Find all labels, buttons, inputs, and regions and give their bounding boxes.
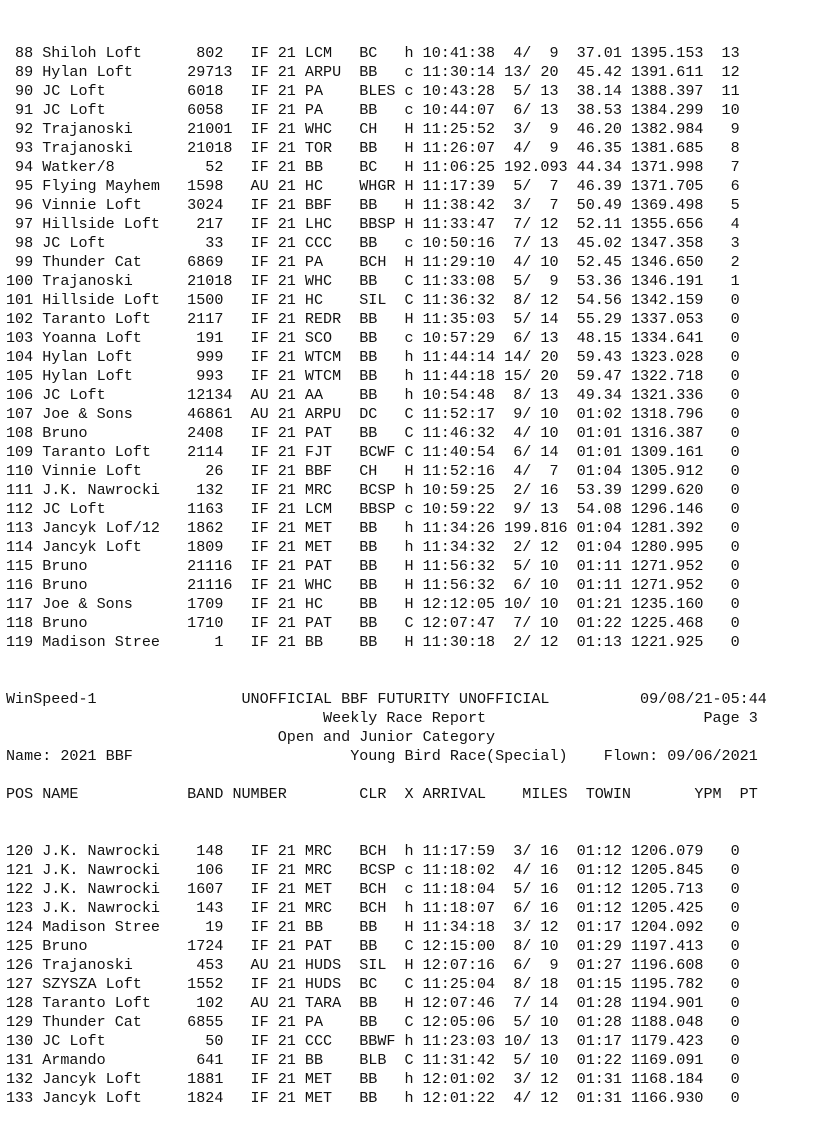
result-row: 121 J.K. Nawrocki 106 IF 21 MRC BCSP c 11:18:02 4/ 16 01:12 1205.845 0 <box>6 861 740 879</box>
result-row: 111 J.K. Nawrocki 132 IF 21 MRC BCSP h 10:59:25 2/ 16 53.39 1299.620 0 <box>6 481 740 499</box>
blank-line <box>6 766 813 785</box>
result-row: 99 Thunder Cat 6869 IF 21 PA BCH H 11:29:10 4/ 10 52.45 1346.650 2 <box>6 253 740 271</box>
result-row: 119 Madison Stree 1 IF 21 BB BB H 11:30:18 2/ 12 01:13 1221.925 0 <box>6 633 740 651</box>
result-row: 101 Hillside Loft 1500 IF 21 HC SIL C 11:36:32 8/ 12 54.56 1342.159 0 <box>6 291 740 309</box>
result-row: 122 J.K. Nawrocki 1607 IF 21 MET BCH c 11:18:04 5/ 16 01:12 1205.713 0 <box>6 880 740 898</box>
results-table-page-3 <box>6 842 813 1108</box>
result-row: 97 Hillside Loft 217 IF 21 LHC BBSP H 11:33:47 7/ 12 52.11 1355.656 4 <box>6 215 740 233</box>
result-row: 118 Bruno 1710 IF 21 PAT BB C 12:07:47 7/ 10 01:22 1225.468 0 <box>6 614 740 632</box>
result-row: 90 JC Loft 6018 IF 21 PA BLES c 10:43:28 5/ 13 38.14 1388.397 11 <box>6 82 740 100</box>
result-row: 108 Bruno 2408 IF 21 PAT BB C 11:46:32 4/ 10 01:01 1316.387 0 <box>6 424 740 442</box>
result-row: 98 JC Loft 33 IF 21 CCC BB c 10:50:16 7/ 13 45.02 1347.358 3 <box>6 234 740 252</box>
result-row: 113 Jancyk Lof/12 1862 IF 21 MET BB h 11:34:26 199.816 01:04 1281.392 0 <box>6 519 740 537</box>
result-row: 114 Jancyk Loft 1809 IF 21 MET BB h 11:34:32 2/ 12 01:04 1280.995 0 <box>6 538 740 556</box>
result-row: 126 Trajanoski 453 AU 21 HUDS SIL H 12:07:16 6/ 9 01:27 1196.608 0 <box>6 956 740 974</box>
result-row: 115 Bruno 21116 IF 21 PAT BB H 11:56:32 5/ 10 01:11 1271.952 0 <box>6 557 740 575</box>
report-subtitle-line: Weekly Race Report Page 3 <box>6 709 758 727</box>
page-3-header <box>6 690 813 804</box>
result-row: 109 Taranto Loft 2114 IF 21 FJT BCWF C 11:40:54 6/ 14 01:01 1309.161 0 <box>6 443 740 461</box>
result-row: 102 Taranto Loft 2117 IF 21 REDR BB H 11:35:03 5/ 14 55.29 1337.053 0 <box>6 310 740 328</box>
result-row: 127 SZYSZA Loft 1552 IF 21 HUDS BC C 11:25:04 8/ 18 01:15 1195.782 0 <box>6 975 740 993</box>
report-title-line: WinSpeed-1 UNOFFICIAL BBF FUTURITY UNOFFICIAL 09/08/21-05:44 <box>6 690 767 708</box>
result-row: 125 Bruno 1724 IF 21 PAT BB C 12:15:00 8/ 10 01:29 1197.413 0 <box>6 937 740 955</box>
result-row: 94 Watker/8 52 IF 21 BB BC H 11:06:25 192.093 44.34 1371.998 7 <box>6 158 740 176</box>
results-table-page-2 <box>6 44 813 652</box>
result-row: 116 Bruno 21116 IF 21 WHC BB H 11:56:32 6/ 10 01:11 1271.952 0 <box>6 576 740 594</box>
result-row: 100 Trajanoski 21018 IF 21 WHC BB C 11:33:08 5/ 9 53.36 1346.191 1 <box>6 272 740 290</box>
category-line: Open and Junior Category <box>6 728 496 746</box>
result-row: 104 Hylan Loft 999 IF 21 WTCM BB h 11:44:14 14/ 20 59.43 1323.028 0 <box>6 348 740 366</box>
result-row: 110 Vinnie Loft 26 IF 21 BBF CH H 11:52:16 4/ 7 01:04 1305.912 0 <box>6 462 740 480</box>
result-row: 93 Trajanoski 21018 IF 21 TOR BB H 11:26:07 4/ 9 46.35 1381.685 8 <box>6 139 740 157</box>
result-row: 129 Thunder Cat 6855 IF 21 PA BB C 12:05:06 5/ 10 01:28 1188.048 0 <box>6 1013 740 1031</box>
result-row: 96 Vinnie Loft 3024 IF 21 BBF BB H 11:38:42 3/ 7 50.49 1369.498 5 <box>6 196 740 214</box>
result-row: 89 Hylan Loft 29713 IF 21 ARPU BB c 11:30:14 13/ 20 45.42 1391.611 12 <box>6 63 740 81</box>
result-row: 128 Taranto Loft 102 AU 21 TARA BB H 12:07:46 7/ 14 01:28 1194.901 0 <box>6 994 740 1012</box>
result-row: 133 Jancyk Loft 1824 IF 21 MET BB h 12:01:22 4/ 12 01:31 1166.930 0 <box>6 1089 740 1107</box>
result-row: 123 J.K. Nawrocki 143 IF 21 MRC BCH h 11:18:07 6/ 16 01:12 1205.425 0 <box>6 899 740 917</box>
result-row: 130 JC Loft 50 IF 21 CCC BBWF h 11:23:03 10/ 13 01:17 1179.423 0 <box>6 1032 740 1050</box>
result-row: 120 J.K. Nawrocki 148 IF 21 MRC BCH h 11:17:59 3/ 16 01:12 1206.079 0 <box>6 842 740 860</box>
result-row: 117 Joe & Sons 1709 IF 21 HC BB H 12:12:05 10/ 10 01:21 1235.160 0 <box>6 595 740 613</box>
column-headers: POS NAME BAND NUMBER CLR X ARRIVAL MILES TOWIN YPM PT <box>6 785 758 803</box>
result-row: 112 JC Loft 1163 IF 21 LCM BBSP c 10:59:22 9/ 13 54.08 1296.146 0 <box>6 500 740 518</box>
result-row: 107 Joe & Sons 46861 AU 21 ARPU DC C 11:52:17 9/ 10 01:02 1318.796 0 <box>6 405 740 423</box>
result-row: 88 Shiloh Loft 802 IF 21 LCM BC h 10:41:38 4/ 9 37.01 1395.153 13 <box>6 44 740 62</box>
race-info-line: Name: 2021 BBF Young Bird Race(Special) Flown: 09/06/2021 <box>6 747 758 765</box>
result-row: 131 Armando 641 IF 21 BB BLB C 11:31:42 5/ 10 01:22 1169.091 0 <box>6 1051 740 1069</box>
result-row: 103 Yoanna Loft 191 IF 21 SCO BB c 10:57:29 6/ 13 48.15 1334.641 0 <box>6 329 740 347</box>
result-row: 92 Trajanoski 21001 IF 21 WHC CH H 11:25:52 3/ 9 46.20 1382.984 9 <box>6 120 740 138</box>
result-row: 95 Flying Mayhem 1598 AU 21 HC WHGR H 11:17:39 5/ 7 46.39 1371.705 6 <box>6 177 740 195</box>
result-row: 106 JC Loft 12134 AU 21 AA BB h 10:54:48 8/ 13 49.34 1321.336 0 <box>6 386 740 404</box>
result-row: 105 Hylan Loft 993 IF 21 WTCM BB h 11:44:18 15/ 20 59.47 1322.718 0 <box>6 367 740 385</box>
result-row: 124 Madison Stree 19 IF 21 BB BB H 11:34:18 3/ 12 01:17 1204.092 0 <box>6 918 740 936</box>
result-row: 132 Jancyk Loft 1881 IF 21 MET BB h 12:01:02 3/ 12 01:31 1168.184 0 <box>6 1070 740 1088</box>
result-row: 91 JC Loft 6058 IF 21 PA BB c 10:44:07 6/ 13 38.53 1384.299 10 <box>6 101 740 119</box>
